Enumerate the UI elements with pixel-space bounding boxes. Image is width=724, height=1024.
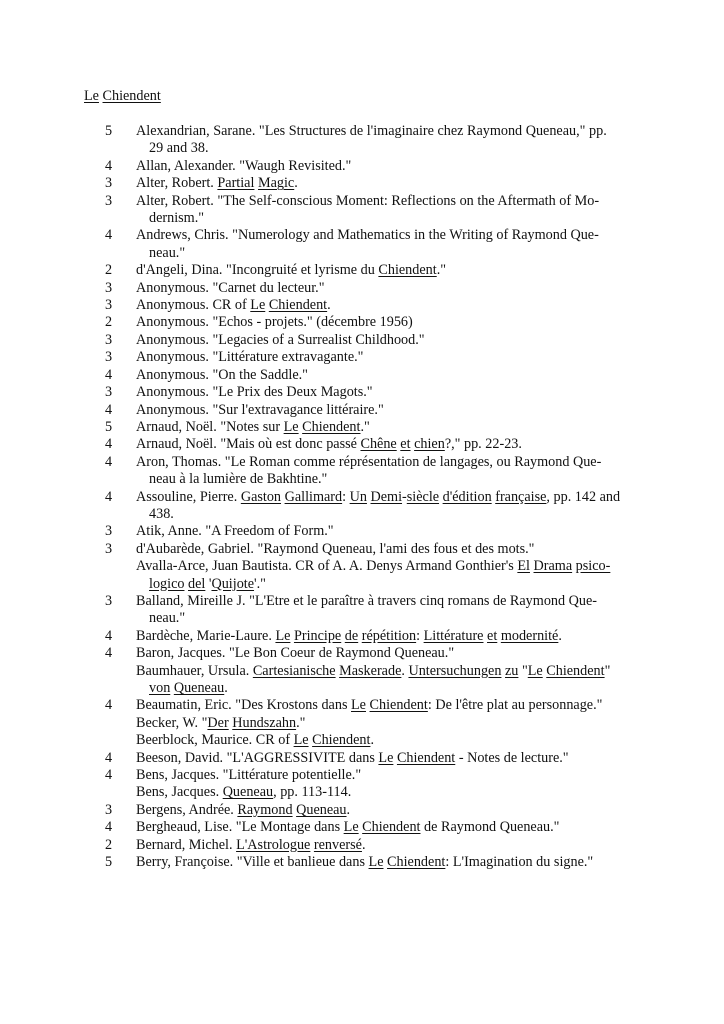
underlined-title: modernité [500, 627, 559, 644]
bibliography-entry [0, 436, 724, 453]
underlined-title: El [517, 558, 530, 575]
underlined-title: von [149, 680, 171, 696]
rating-number: 4 [105, 645, 113, 662]
underlined-title: Gaston [240, 488, 282, 505]
bibliography-entry [0, 663, 724, 698]
rating-number: 2 [105, 314, 113, 331]
text-run: Baumhauer, Ursula. [136, 662, 253, 679]
underlined-title: Untersuchungen [408, 662, 502, 679]
bibliography-entry [0, 367, 724, 384]
text-run: d'Aubarède, Gabriel. "Raymond Queneau, l'ami des fous et des mots." [136, 540, 535, 557]
rating-number: 5 [105, 123, 113, 139]
text-run: : L'Imagination du signe." [445, 854, 594, 871]
text-run: Anonymous. "Le Prix des Deux Magots." [136, 384, 373, 401]
text-run: Bernard, Michel. [136, 836, 237, 853]
underlined-title: Drama [533, 558, 573, 575]
text-run: . [327, 297, 331, 314]
text-run: Beerblock, Maurice. CR of [136, 732, 294, 749]
entry-text [136, 628, 659, 645]
underlined-title: et [400, 436, 411, 453]
entry-text [136, 489, 659, 524]
bibliography-entry [0, 784, 724, 801]
entry-text [136, 645, 659, 662]
bibliography-entry [0, 280, 724, 297]
rating-number: 3 [105, 279, 113, 296]
underlined-title: Queneau [173, 680, 225, 696]
underlined-title: Queneau [222, 784, 274, 801]
bibliography-entry [0, 297, 724, 314]
entry-text [136, 593, 659, 628]
underlined-title: Quijote [211, 575, 255, 592]
bibliography-entry [0, 227, 724, 262]
rating-number: 3 [105, 349, 113, 366]
bibliography-entry [0, 750, 724, 767]
entry-text [136, 854, 659, 871]
text-run: : [342, 488, 350, 505]
text-run: Becker, W. " [136, 714, 208, 731]
underlined-title: Chiendent [378, 262, 437, 279]
bibliography-entry [0, 489, 724, 524]
text-run: Anonymous. "Legacies of a Surrealist Childhood." [136, 331, 425, 348]
rating-number: 4 [105, 627, 113, 644]
bibliography-entry [0, 645, 724, 662]
page-title [84, 88, 161, 105]
text-run: : De l'être plat au personnage." [427, 697, 603, 714]
entry-text [136, 297, 659, 314]
bibliography-entry [0, 837, 724, 854]
text-run: ?," pp. 22-23. [444, 436, 522, 453]
text-run: Bergens, Andrée. [136, 801, 238, 818]
text-run: Alter, Robert. "The Self-conscious Moment: Reflections on the Aftermath of Mo- [136, 192, 600, 209]
rating-number: 3 [105, 540, 113, 557]
bibliography-entry [0, 123, 724, 158]
rating-number: 5 [105, 418, 113, 435]
underlined-title: Magic [257, 175, 295, 192]
underlined-title: Le [343, 819, 359, 836]
underlined-title: répétition [361, 627, 417, 644]
text-run: Beaumatin, Eric. "Des Krostons dans [136, 697, 352, 714]
underlined-title: de [344, 627, 359, 644]
entry-text [136, 349, 659, 366]
rating-number: 4 [105, 401, 113, 418]
text-run: Allan, Alexander. "Waugh Revisited." [136, 157, 352, 174]
entry-text [136, 402, 659, 419]
text-run: Berry, Françoise. "Ville et banlieue dans [136, 854, 369, 871]
underlined-title: Le [527, 662, 543, 679]
text-run: '." [254, 575, 266, 592]
underlined-title: psico- [575, 558, 611, 575]
text-run: " [604, 662, 611, 679]
text-run: Baron, Jacques. "Le Bon Coeur de Raymond Queneau." [136, 645, 455, 662]
bibliography-entry [0, 419, 724, 436]
rating-number: 4 [105, 453, 113, 470]
text-run: Avalla-Arce, Juan Bautista. CR of A. A. Denys Armand Gonthier's [136, 558, 518, 575]
text-run: de Raymond Queneau." [420, 819, 560, 836]
text-run: Alter, Robert. [136, 175, 218, 192]
underlined-title: Le [293, 732, 309, 749]
rating-number: 2 [105, 262, 113, 279]
bibliography-entry [0, 541, 724, 558]
rating-number: 3 [105, 592, 113, 609]
underlined-title: renversé [313, 836, 362, 853]
entry-text [136, 193, 659, 228]
bibliography-entry [0, 332, 724, 349]
entry-text [136, 784, 659, 801]
text-run: . [401, 662, 409, 679]
text-run: : [416, 627, 424, 644]
entry-text [136, 819, 659, 836]
rating-number: 3 [105, 801, 113, 818]
underlined-title: Hundszahn [232, 714, 297, 731]
bibliography-entry [0, 593, 724, 628]
text-run: . [361, 836, 366, 853]
text-run: Arnaud, Noël. "Mais où est donc passé [136, 436, 361, 453]
text-run: Anonymous. "Echos - projets." (décembre 1956) [136, 314, 413, 331]
bibliography-entry [0, 697, 724, 714]
text-run: Anonymous. "Sur l'extravagance littéraire." [136, 401, 384, 418]
rating-number: 4 [105, 436, 113, 453]
bibliography-entry [0, 523, 724, 540]
bibliography-entry [0, 732, 724, 749]
text-run: . [558, 627, 562, 644]
underlined-title: Le [378, 749, 394, 766]
entry-text [136, 697, 659, 714]
entry-text [136, 419, 659, 436]
text-run: Anonymous. "Littérature extravagante." [136, 349, 364, 366]
bibliography-entry [0, 715, 724, 732]
bibliography-entry [0, 802, 724, 819]
text-run: ." [296, 714, 306, 731]
bibliography-entry [0, 628, 724, 645]
text-run: 29 and 38. [149, 140, 209, 157]
underlined-title: chien [414, 436, 445, 453]
text-run: Anonymous. "Carnet du lecteur." [136, 279, 325, 296]
underlined-title: Le [368, 854, 384, 871]
underlined-title: Chêne [360, 436, 397, 453]
entry-text [136, 175, 659, 192]
underlined-title: del [188, 575, 206, 592]
rating-number: 5 [105, 854, 113, 871]
text-run: . [370, 732, 374, 749]
entry-text [136, 123, 659, 158]
rating-number: 4 [105, 227, 113, 244]
text-run: Atik, Anne. "A Freedom of Form." [136, 523, 334, 540]
entry-text [136, 802, 659, 819]
underlined-title: logico [149, 575, 185, 592]
rating-number: 3 [105, 523, 113, 540]
bibliography-entry [0, 767, 724, 784]
underlined-title: Principe [293, 627, 342, 644]
text-run: Alexandrian, Sarane. "Les Structures de l'imaginaire chez Raymond Queneau," pp. [136, 123, 607, 139]
text-run: . [346, 801, 351, 818]
rating-number: 3 [105, 384, 113, 401]
entry-text [136, 280, 659, 297]
underlined-title: Chiendent [396, 749, 456, 766]
underlined-title: Le [351, 697, 366, 714]
underlined-title: Chiendent [302, 418, 361, 435]
bibliography-list [0, 123, 724, 871]
bibliography-entry [0, 454, 724, 489]
text-run: ' [205, 575, 212, 592]
text-run: Bens, Jacques. [136, 784, 223, 801]
underlined-title: Chiendent [102, 88, 161, 104]
entry-text [136, 541, 659, 558]
rating-number: 3 [105, 192, 113, 209]
rating-number: 2 [105, 836, 113, 853]
rating-number: 4 [105, 697, 113, 714]
text-run: Andrews, Chris. "Numerology and Mathematics in the Writing of Raymond Que- [136, 227, 599, 244]
underlined-title: Littérature [423, 627, 484, 644]
rating-number: 3 [105, 297, 113, 314]
text-run: 438. [149, 505, 174, 522]
entry-text [136, 558, 659, 593]
entry-text [136, 436, 659, 453]
text-run: neau." [149, 610, 186, 627]
text-run: , pp. 113-114. [273, 784, 352, 801]
underlined-title: Un [349, 488, 367, 505]
text-run: Bens, Jacques. "Littérature potentielle." [136, 767, 362, 784]
entry-text [136, 767, 659, 784]
entry-text [136, 314, 659, 331]
underlined-title: Partial [217, 175, 255, 192]
bibliography-entry [0, 262, 724, 279]
underlined-title: Chiendent [546, 662, 605, 679]
text-run: " [518, 662, 528, 679]
entry-text [136, 158, 659, 175]
underlined-title: Raymond [237, 801, 293, 818]
bibliography-entry [0, 158, 724, 175]
text-run: dernism." [149, 210, 205, 227]
text-run: d'Angeli, Dina. "Incongruité et lyrisme du [136, 262, 379, 279]
underlined-title: Chiendent [268, 297, 328, 314]
underlined-title: L'Astrologue [236, 836, 311, 853]
rating-number: 4 [105, 366, 113, 383]
text-run: Anonymous. CR of [136, 297, 251, 314]
text-run: . [294, 175, 298, 192]
underlined-title: Le [275, 627, 291, 644]
entry-text [136, 367, 659, 384]
text-run: Aron, Thomas. "Le Roman comme réprésentation de langages, ou Raymond Que- [136, 453, 602, 470]
underlined-title: Chiendent [369, 697, 428, 714]
underlined-title: d'édition [442, 488, 492, 505]
underlined-title: Maskerade [339, 662, 402, 679]
text-run: Bergheaud, Lise. "Le Montage dans [136, 819, 344, 836]
rating-number: 4 [105, 749, 113, 766]
rating-number: 4 [105, 819, 113, 836]
underlined-title: siècle [406, 488, 440, 505]
text-run: ." [360, 418, 370, 435]
entry-text [136, 454, 659, 489]
underlined-title: Gallimard [284, 488, 343, 505]
text-run: Arnaud, Noël. "Notes sur [136, 418, 284, 435]
bibliography-entry [0, 854, 724, 871]
underlined-title: Chiendent [362, 819, 421, 836]
rating-number: 3 [105, 175, 113, 192]
text-run: - Notes de lecture." [455, 749, 569, 766]
entry-text [136, 715, 659, 732]
bibliography-entry [0, 314, 724, 331]
entry-text [136, 523, 659, 540]
bibliography-entry [0, 558, 724, 593]
text-run: . [224, 680, 228, 696]
text-run: Balland, Mireille J. "L'Etre et le paraître à travers cinq romans de Raymond Que- [136, 592, 598, 609]
text-run: Assouline, Pierre. [136, 488, 241, 505]
text-run: Anonymous. "On the Saddle." [136, 366, 308, 383]
bibliography-entry [0, 402, 724, 419]
entry-text [136, 332, 659, 349]
bibliography-entry [0, 384, 724, 401]
underlined-title: Le [84, 88, 99, 104]
underlined-title: Chiendent [387, 854, 446, 871]
text-run: Bardèche, Marie-Laure. [136, 627, 276, 644]
bibliography-entry [0, 349, 724, 366]
rating-number: 4 [105, 488, 113, 505]
entry-text [136, 227, 659, 262]
text-run: , pp. 142 and [546, 488, 621, 505]
underlined-title: Le [283, 418, 299, 435]
text-run: Beeson, David. "L'AGGRESSIVITE dans [136, 749, 379, 766]
rating-number: 4 [105, 767, 113, 784]
entry-text [136, 262, 659, 279]
entry-text [136, 384, 659, 401]
entry-text [136, 750, 659, 767]
underlined-title: Der [207, 714, 229, 731]
underlined-title: Cartesianische [252, 662, 336, 679]
text-run: neau." [149, 244, 186, 261]
underlined-title: Demi [370, 488, 403, 505]
bibliography-entry [0, 175, 724, 192]
underlined-title: zu [505, 662, 519, 679]
entry-text [136, 663, 659, 698]
text-run: ." [436, 262, 447, 279]
underlined-title: Le [250, 297, 266, 314]
rating-number: 3 [105, 331, 113, 348]
rating-number: 4 [105, 157, 113, 174]
bibliography-entry [0, 819, 724, 836]
underlined-title: et [487, 627, 498, 644]
text-run: - [402, 488, 407, 505]
bibliography-entry [0, 193, 724, 228]
entry-text [136, 837, 659, 854]
text-run: neau à la lumière de Bakhtine." [149, 471, 328, 488]
underlined-title: Chiendent [312, 732, 371, 749]
entry-text [136, 732, 659, 749]
underlined-title: Queneau [296, 801, 347, 818]
underlined-title: française [495, 488, 547, 505]
